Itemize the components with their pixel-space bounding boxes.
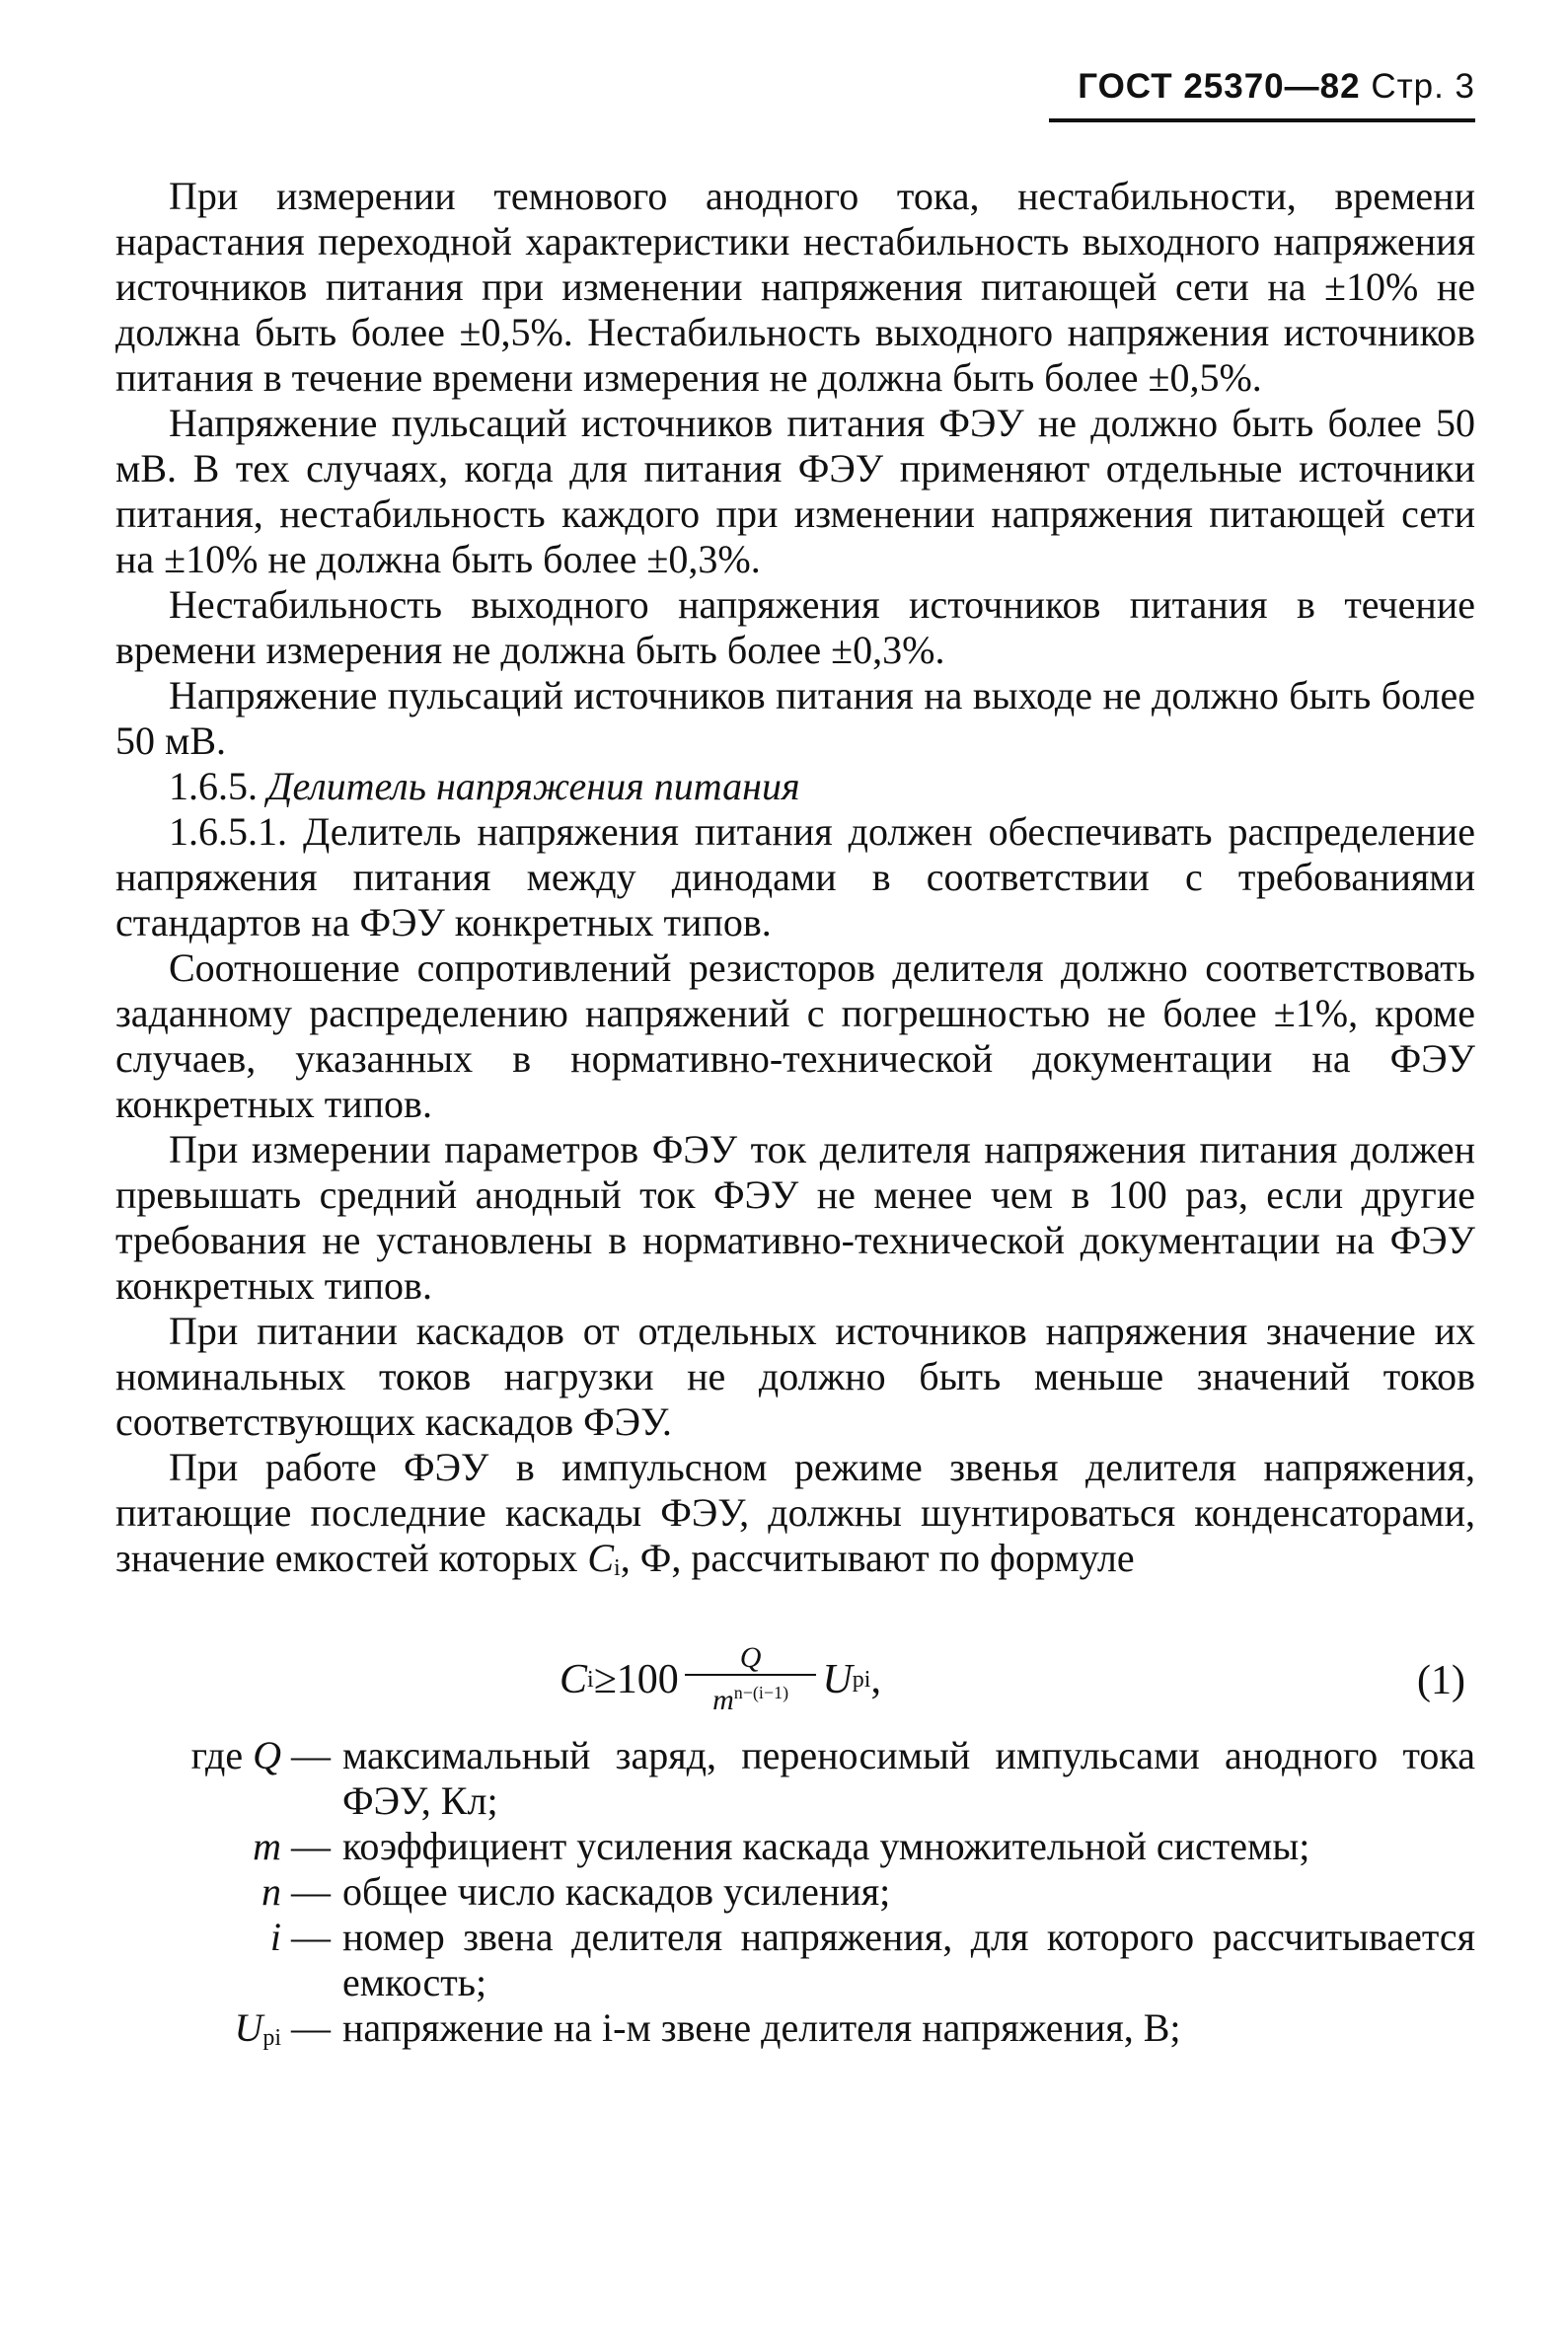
fraction-numerator: Q	[685, 1642, 817, 1676]
fraction-denominator	[712, 1676, 788, 1717]
paragraph: Нестабильность выходного напряжения источников питания в течение времени измерения не должна быть более ±0,3%.	[115, 582, 1475, 672]
page-header	[1078, 67, 1475, 107]
definition-symbol: i —	[269, 1915, 331, 1959]
paragraph	[115, 1445, 1475, 1591]
denominator-exponent: n−(i−1)	[733, 1683, 789, 1702]
paragraph: При питании каскадов от отдельных источников напряжения значение их номинальных токов нагрузки не должно быть меньше значений токов соответствующих каскадов ФЭУ.	[115, 1309, 1475, 1444]
header-rule	[1049, 118, 1475, 122]
paragraph: 1.6.5.1. Делитель напряжения питания должен обеспечивать распределение напряжения питания между динодами в соответствии с требованиями стандартов на ФЭУ конкретных типов.	[115, 809, 1475, 944]
standard-number: ГОСТ 25370—82	[1078, 67, 1361, 106]
capacitance-subscript: i	[614, 1555, 621, 1581]
capacitance-symbol: C	[587, 1536, 615, 1580]
definition-text: напряжение на i-м звене делителя напряжения, В;	[342, 2005, 1181, 2050]
formula-rhs: U	[822, 1657, 853, 1702]
paragraph: Напряжение пульсаций источников питания на выходе не должно быть более 50 мВ.	[115, 673, 1475, 763]
paragraph: Напряжение пульсаций источников питания ФЭУ не должно быть более 50 мВ. В тех случаях, когда для питания ФЭУ применяют отдельные источники питания, нестабильность каждого при изменении напряжения питающей сети на ±10% не должна быть более ±0,3%.	[115, 401, 1475, 581]
section-number: 1.6.5.	[169, 764, 258, 808]
paragraph-tail: , Ф, рассчитывают по формуле	[620, 1536, 1135, 1580]
section-heading	[115, 764, 1475, 809]
definition-text: общее число каскадов усиления;	[342, 1869, 891, 1914]
formula-1	[115, 1624, 1475, 1715]
definition-row	[115, 1824, 1475, 1869]
definition-row	[115, 1869, 1475, 1915]
formula-trailing-comma: ,	[870, 1657, 881, 1702]
definition-symbol: $U_{pi}$ —	[234, 2005, 331, 2051]
definition-text: максимальный заряд, переносимый импульсами анодного тока ФЭУ, Кл;	[342, 1733, 1475, 1823]
paragraph: При измерении темнового анодного тока, нестабильности, времени нарастания переходной характеристики нестабильность выходного напряжения источников питания при изменении напряжения питающей сети на ±10% не должна быть более ±0,5%. Нестабильность выходного напряжения источников питания в течение времени измерения не должна быть более ±0,5%.	[115, 174, 1475, 400]
page-number: Стр. 3	[1371, 67, 1475, 106]
formula-relation: ≥	[593, 1657, 617, 1702]
definition-symbol: m —	[253, 1824, 331, 1868]
symbol-definitions	[115, 1733, 1475, 2061]
definition-symbol: где Q —	[190, 1733, 331, 1777]
definition-symbol: n —	[261, 1869, 331, 1914]
definition-row	[115, 2005, 1475, 2061]
definition-text: коэффициент усиления каскада умножительной системы;	[342, 1824, 1310, 1868]
formula-lhs-subscript: i	[587, 1667, 594, 1693]
section-title: Делитель напряжения питания	[267, 764, 800, 808]
definition-text: номер звена делителя напряжения, для которого рассчитывается емкость;	[342, 1915, 1475, 2004]
definition-row	[115, 1733, 1475, 1824]
paragraph: При измерении параметров ФЭУ ток делителя напряжения питания должен превышать средний анодный ток ФЭУ не менее чем в 100 раз, если другие требования не установлены в нормативно-технической документации на ФЭУ конкретных типов.	[115, 1127, 1475, 1308]
paragraph-text: При работе ФЭУ в импульсном режиме звенья делителя напряжения, питающие последние каскады ФЭУ, должны шунтироваться конденсаторами, значение емкостей которых	[115, 1445, 1475, 1580]
definition-row	[115, 1915, 1475, 2005]
formula-fraction	[685, 1642, 817, 1717]
paragraph: Соотношение сопротивлений резисторов делителя должно соответствовать заданному распределению напряжений с погрешностью не более ±1%, кроме случаев, указанных в нормативно-технической документации на ФЭУ конкретных типов.	[115, 945, 1475, 1126]
formula-number: (1)	[1417, 1658, 1465, 1703]
formula-lhs: C	[560, 1657, 588, 1702]
formula-coefficient: 100	[616, 1657, 679, 1702]
formula-rhs-subscript: pi	[852, 1667, 871, 1693]
formula-expression	[560, 1642, 881, 1717]
denominator-base: m	[712, 1684, 734, 1716]
document-body	[115, 174, 1475, 2061]
